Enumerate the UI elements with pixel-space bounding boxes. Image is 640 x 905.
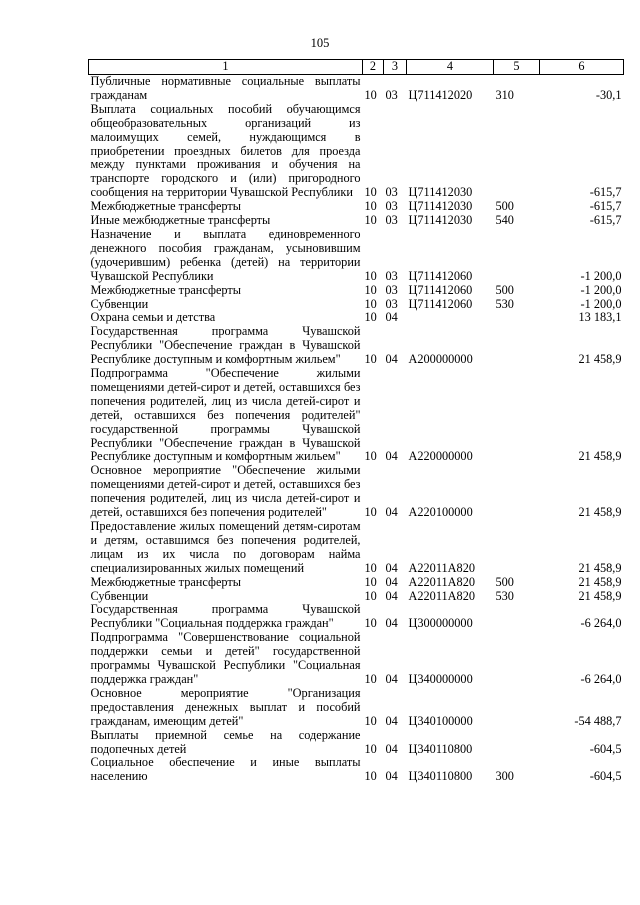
row-name: Основное мероприятие "Организация предоставления денежных выплат и пособий гражданам, имеющим детей" <box>90 685 361 728</box>
row-amount: 21 458,9 <box>578 505 622 520</box>
row-target-article: Ц711412020 <box>408 87 473 102</box>
row-name: Назначение и выплата единовременного денежного пособия гражданам, усыновившим (удочерившим) ребенка (детей) на территории Чувашской Республики <box>90 226 361 283</box>
row-amount: -1 200,0 <box>580 282 622 297</box>
row-name: Выплаты приемной семье на содержание подопечных детей <box>90 727 361 756</box>
header-col-2: 2 <box>363 60 384 75</box>
row-section: 10 <box>364 505 377 520</box>
row-section: 10 <box>364 87 377 102</box>
table-row <box>89 103 624 200</box>
row-target-article: А220100000 <box>408 505 473 520</box>
row-target-article: А22011А820 <box>408 574 475 589</box>
row-section: 10 <box>364 588 377 603</box>
row-name: Иные межбюджетные трансферты <box>90 213 271 228</box>
row-subsection: 04 <box>385 505 398 520</box>
budget-table <box>88 59 624 784</box>
header-col-4: 4 <box>407 60 494 75</box>
row-subsection: 03 <box>385 185 398 200</box>
row-subsection: 04 <box>385 574 398 589</box>
row-subsection: 04 <box>385 713 398 728</box>
row-section: 10 <box>364 268 377 283</box>
row-target-article: Ц711412030 <box>408 199 473 214</box>
row-amount: 21 458,9 <box>578 574 622 589</box>
row-subsection: 04 <box>385 741 398 756</box>
table-row <box>89 464 624 520</box>
row-expense-type <box>494 464 540 520</box>
table-row <box>89 75 624 103</box>
row-section: 10 <box>364 449 377 464</box>
table-row <box>89 325 624 367</box>
row-expense-type <box>494 631 540 687</box>
row-target-article: Ц340110800 <box>408 769 473 784</box>
row-subsection: 04 <box>385 588 398 603</box>
row-subsection: 04 <box>385 352 398 367</box>
row-subsection: 04 <box>385 449 398 464</box>
row-expense-type <box>494 603 540 631</box>
row-name: Предоставление жилых помещений детям-сиротам и детям, оставшимся без попечения родителей, лицам из их числа по договорам найма специализированных жилых помещений <box>90 519 361 575</box>
table-row <box>89 631 624 687</box>
row-amount: -615,7 <box>589 213 622 228</box>
table-row <box>89 200 624 214</box>
row-section: 10 <box>364 296 377 311</box>
table-row <box>89 687 624 729</box>
row-subsection: 03 <box>385 268 398 283</box>
row-name: Основное мероприятие "Обеспечение жилыми помещениями детей-сирот и детей, оставшихся без попечения родителей, лиц из числа детей-сирот и детей, оставшихся без попечения родителей" <box>90 463 361 520</box>
header-col-3: 3 <box>384 60 407 75</box>
row-amount: -604,5 <box>589 769 622 784</box>
row-name: Выплата социальных пособий обучающимся общеобразовательных организаций из малоимущих семей, нуждающимся в приобретении проездных билетов для проезда между пунктами проживания и обучения на транспорте городского и (или) пригородного сообщения на территории Чувашской Республики <box>90 101 361 200</box>
row-amount: -1 200,0 <box>580 296 622 311</box>
row-amount: 21 458,9 <box>578 449 622 464</box>
row-expense-type: 540 <box>495 213 514 228</box>
row-name: Подпрограмма "Совершенствование социальной поддержки семьи и детей" государственной программы Чувашской Республики "Социальная поддержка граждан" <box>90 630 361 686</box>
row-expense-type <box>494 367 540 464</box>
row-name: Подпрограмма "Обеспечение жилыми помещениями детей-сирот и детей, оставшихся без попечения родителей, лиц из числа детей-сирот и детей, оставшихся без попечения родителей" государственной программы Чувашской Республики "Обеспечение граждан в Чувашской Республике доступным и комфортным жильем" <box>90 366 361 464</box>
row-section: 10 <box>364 769 377 784</box>
table-row <box>89 729 624 757</box>
row-subsection: 03 <box>385 282 398 297</box>
row-section: 10 <box>364 713 377 728</box>
page-number: 105 <box>310 36 330 50</box>
row-amount: -54 488,7 <box>574 713 622 728</box>
table-row <box>89 214 624 228</box>
row-target-article: А22011А820 <box>408 560 475 575</box>
table-row <box>89 228 624 284</box>
row-subsection: 04 <box>385 616 398 631</box>
row-section: 10 <box>364 616 377 631</box>
header-col-6: 6 <box>540 60 624 75</box>
table-row <box>89 284 624 298</box>
row-target-article: А22011А820 <box>408 588 475 603</box>
row-amount: -1 200,0 <box>580 268 622 283</box>
row-expense-type: 500 <box>495 199 514 214</box>
row-subsection: 04 <box>385 671 398 686</box>
row-amount: 21 458,9 <box>578 352 622 367</box>
row-target-article: Ц711412060 <box>408 268 473 283</box>
row-target-article: Ц340100000 <box>408 713 473 728</box>
row-section: 10 <box>364 199 377 214</box>
row-name: Публичные нормативные социальные выплаты гражданам <box>90 74 361 102</box>
row-target-article: А200000000 <box>408 352 473 367</box>
row-amount: -604,5 <box>589 741 622 756</box>
row-amount: -6 264,0 <box>580 671 622 686</box>
row-target-article: Ц711412060 <box>408 296 473 311</box>
row-subsection: 04 <box>385 310 398 325</box>
row-section: 10 <box>364 352 377 367</box>
row-name: Социальное обеспечение и иные выплаты населению <box>90 755 361 784</box>
row-subsection: 03 <box>385 199 398 214</box>
row-expense-type <box>494 687 540 729</box>
row-subsection: 03 <box>385 213 398 228</box>
row-target-article: Ц340000000 <box>408 671 473 686</box>
row-subsection: 04 <box>385 560 398 575</box>
row-expense-type: 500 <box>495 574 514 589</box>
table-row <box>89 367 624 464</box>
row-name: Субвенции <box>90 296 149 311</box>
table-row <box>89 756 624 784</box>
row-expense-type: 300 <box>495 769 514 784</box>
table-row <box>89 576 624 590</box>
row-subsection: 03 <box>385 87 398 102</box>
row-section: 10 <box>364 671 377 686</box>
row-name: Межбюджетные трансферты <box>90 199 242 214</box>
header-col-1: 1 <box>89 60 363 75</box>
row-expense-type <box>494 311 540 325</box>
row-section: 10 <box>364 560 377 575</box>
table-row <box>89 590 624 604</box>
row-expense-type: 500 <box>495 282 514 297</box>
table-row <box>89 298 624 312</box>
row-expense-type: 310 <box>495 87 514 102</box>
row-target-article <box>407 311 494 325</box>
row-amount: 21 458,9 <box>578 588 622 603</box>
row-name: Субвенции <box>90 588 149 603</box>
row-subsection: 03 <box>385 296 398 311</box>
row-expense-type <box>494 103 540 200</box>
row-expense-type <box>494 729 540 757</box>
row-expense-type <box>494 325 540 367</box>
row-name: Межбюджетные трансферты <box>90 574 242 589</box>
row-section: 10 <box>364 310 377 325</box>
row-expense-type <box>494 228 540 284</box>
row-section: 10 <box>364 213 377 228</box>
row-target-article: Ц711412060 <box>408 282 473 297</box>
row-amount: -6 264,0 <box>580 616 622 631</box>
row-amount: 13 183,1 <box>578 310 622 325</box>
table-body <box>89 75 624 785</box>
row-name: Межбюджетные трансферты <box>90 282 242 297</box>
table-row <box>89 603 624 631</box>
row-amount: 21 458,9 <box>578 560 622 575</box>
table-row <box>89 520 624 576</box>
row-section: 10 <box>364 282 377 297</box>
row-expense-type <box>494 520 540 576</box>
row-subsection: 04 <box>385 769 398 784</box>
table-header <box>89 60 624 75</box>
row-target-article: Ц711412030 <box>408 213 473 228</box>
row-name: Охрана семьи и детства <box>90 310 216 325</box>
header-col-5: 5 <box>494 60 540 75</box>
row-target-article: Ц300000000 <box>408 616 473 631</box>
row-expense-type: 530 <box>495 296 514 311</box>
row-target-article: Ц340110800 <box>408 741 473 756</box>
row-section: 10 <box>364 185 377 200</box>
row-amount: -615,7 <box>589 199 622 214</box>
row-section: 10 <box>364 741 377 756</box>
row-amount: -30,1 <box>595 87 622 102</box>
row-section: 10 <box>364 574 377 589</box>
row-expense-type: 530 <box>495 588 514 603</box>
header-row <box>89 60 624 75</box>
row-name: Государственная программа Чувашской Республики "Обеспечение граждан в Чувашской Республике доступным и комфортным жильем" <box>90 324 361 367</box>
row-target-article: А220000000 <box>408 449 473 464</box>
row-name: Государственная программа Чувашской Республики "Социальная поддержка граждан" <box>90 602 361 631</box>
table-row <box>89 311 624 325</box>
row-target-article: Ц711412030 <box>408 185 473 200</box>
row-amount: -615,7 <box>589 185 622 200</box>
